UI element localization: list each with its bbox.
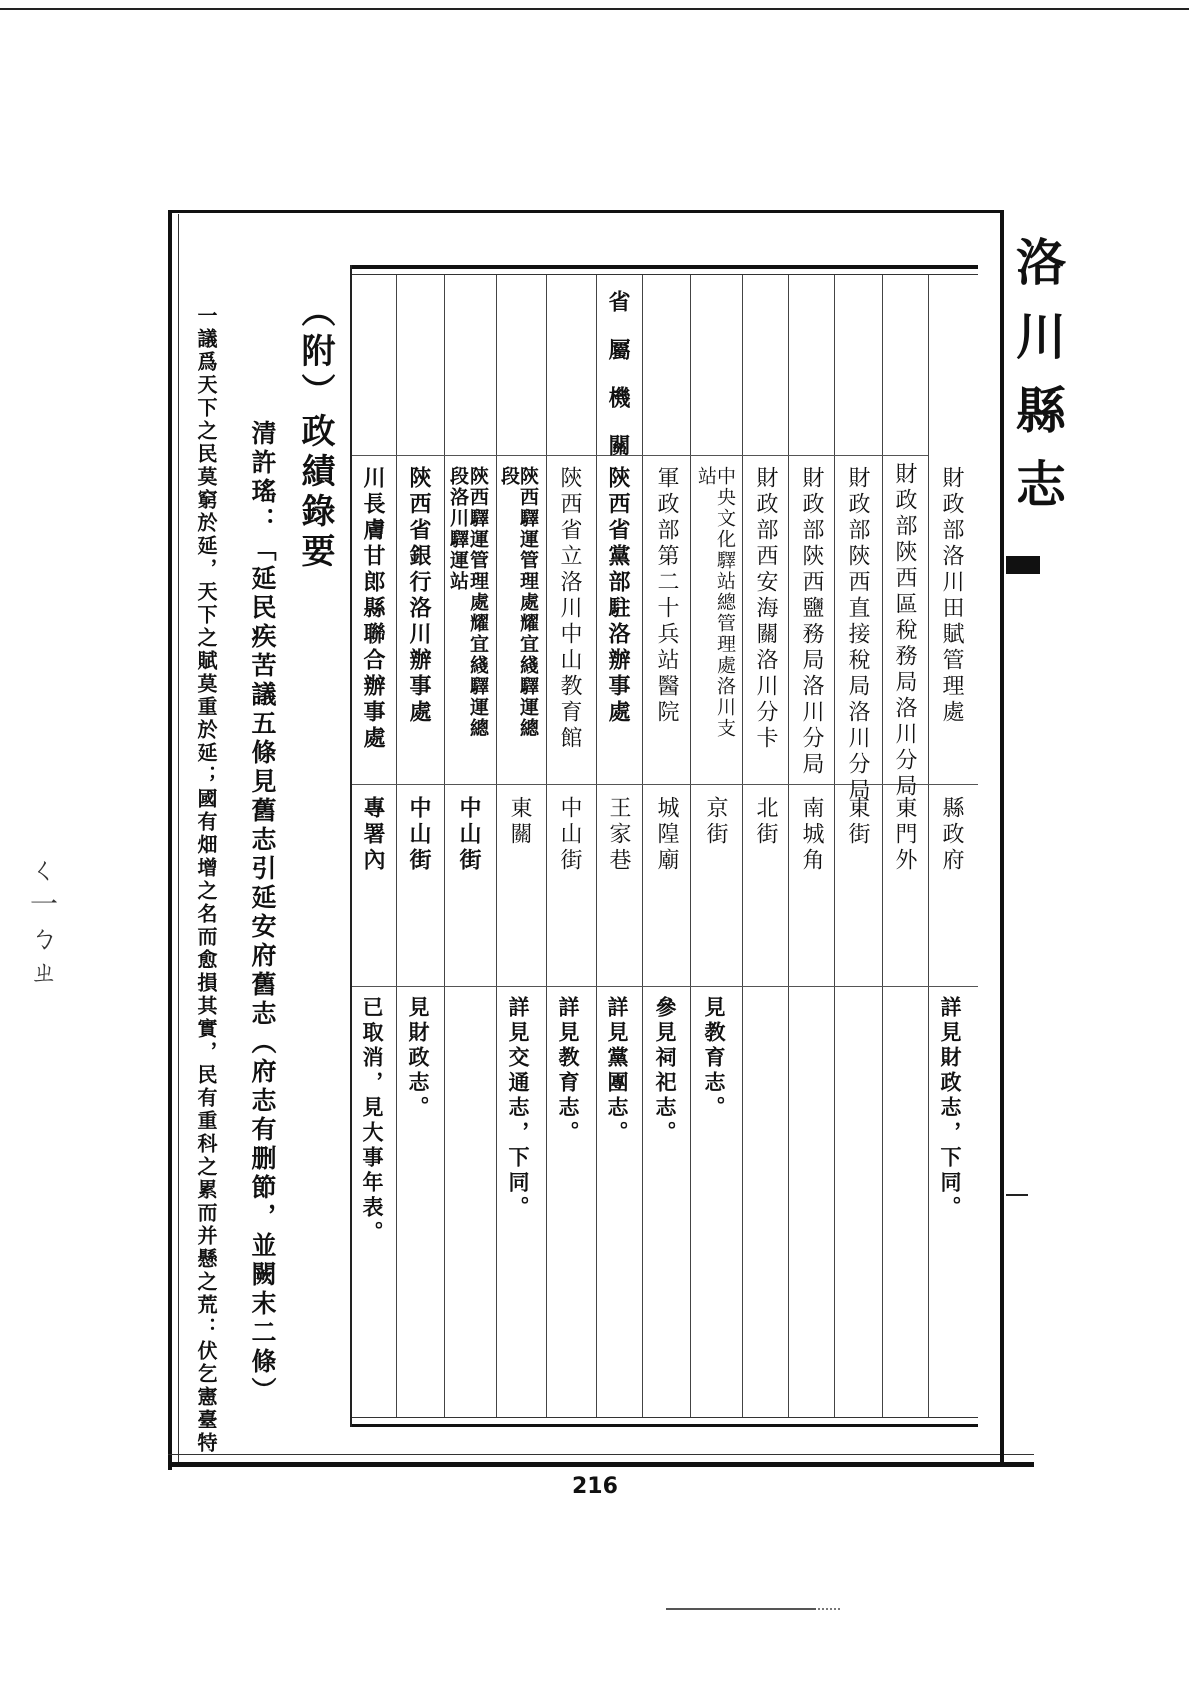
gazetteer-title: 洛川縣志 — [1008, 236, 1067, 532]
row-name: 陝西驛運管理處耀宜綫驛運總 — [517, 466, 539, 739]
row-note: 詳見黨團志。 — [605, 996, 630, 1146]
section-author-line: 清許瑤：「延民疾苦議五條見舊志引延安府舊志（府志有删節，並闕末二條） — [248, 420, 277, 1406]
fishtail-mark — [1006, 556, 1040, 574]
row-name: 財政部洛川田賦管理處 — [939, 466, 964, 726]
row-location: 中山街 — [456, 796, 482, 874]
row-location: 東關 — [507, 796, 532, 848]
row-name-continued: 站 — [695, 466, 717, 487]
row-name: 陝西省立洛川中山教育館 — [557, 466, 582, 752]
row-note: 見教育志。 — [702, 996, 727, 1121]
table-row-divider — [444, 275, 445, 1417]
row-name: 財政部陝西直接稅局洛川分局 — [845, 466, 870, 804]
table-row-divider — [882, 275, 883, 1417]
row-location: 東街 — [845, 796, 870, 848]
footer-line — [666, 1608, 816, 1610]
row-name: 陝西驛運管理處耀宜綫驛運總 — [467, 466, 489, 739]
category-label: 省屬機關 — [605, 290, 631, 482]
frame-top-border — [168, 210, 1000, 213]
row-location: 中山街 — [406, 796, 432, 874]
row-name-continued: 段洛川驛運站 — [447, 466, 469, 592]
row-name-continued: 段 — [498, 466, 520, 487]
table-row-divider — [642, 275, 643, 1417]
row-name: 中央文化驛站總管理處洛川支 — [714, 466, 736, 739]
footer-dots — [818, 1608, 840, 1612]
frame-left-border — [168, 210, 172, 1470]
row-note: 詳見財政志，下同。 — [938, 996, 963, 1221]
row-location: 東門外 — [892, 796, 917, 874]
row-name: 財政部陝西區稅務局洛川分局 — [892, 462, 917, 800]
table-row-divider — [546, 275, 547, 1417]
table-header-rule — [352, 455, 928, 456]
row-name: 軍政部第二十兵站醫院 — [654, 466, 679, 726]
frame-right-border — [1000, 210, 1004, 1466]
table-left-border — [350, 265, 352, 1427]
row-location: 中山街 — [557, 796, 582, 874]
row-location: 專署內 — [360, 796, 386, 874]
table-bottom-inner-border — [350, 1417, 978, 1418]
section-body: 一議爲天下之民莫窮於延，天下之賦莫重於延；國有畑增之名而愈損其實，民有重科之累而并懸之荒：伏乞憲臺特 — [194, 305, 218, 1455]
row-location: 京街 — [703, 796, 728, 848]
row-name: 財政部西安海關洛川分卡 — [753, 466, 778, 752]
table-row-divider — [596, 275, 597, 1417]
table-row-divider — [496, 275, 497, 1417]
row-note: 參見祠祀志。 — [653, 996, 678, 1146]
table-column-rule — [352, 784, 978, 785]
row-name: 陝西省黨部駐洛辦事處 — [605, 466, 631, 726]
row-location: 北街 — [753, 796, 778, 848]
frame-bottom-inner-border — [168, 1454, 1034, 1455]
table-row-divider — [928, 275, 929, 1417]
row-name: 財政部陝西鹽務局洛川分局 — [799, 466, 824, 778]
row-note: 詳見教育志。 — [556, 996, 581, 1146]
row-note: 已取消，見大事年表。 — [360, 996, 385, 1246]
table-column-rule — [352, 986, 978, 987]
frame-left-inner-border — [178, 214, 179, 1466]
row-note: 詳見交通志，下同。 — [506, 996, 531, 1221]
row-note: 見財政志。 — [406, 996, 431, 1121]
row-location: 城隍廟 — [654, 796, 679, 874]
table-bottom-border — [350, 1424, 978, 1427]
table-row-divider — [834, 275, 835, 1417]
row-name: 陝西省銀行洛川辦事處 — [406, 466, 432, 726]
row-location: 南城角 — [799, 796, 824, 874]
section-title: （附）政績錄要 — [295, 293, 335, 573]
row-name: 川長膚甘郎縣聯合辦事處 — [360, 466, 386, 752]
table-row-divider — [742, 275, 743, 1417]
table-row-divider — [396, 275, 397, 1417]
row-location: 王家巷 — [606, 796, 631, 874]
margin-note: ㄑ一ㄅㄓ — [26, 855, 59, 991]
frame-bottom-border — [168, 1462, 1034, 1467]
top-border-line — [0, 8, 1189, 10]
table-top-border — [350, 265, 978, 269]
banner-tick-mark — [1006, 1194, 1028, 1196]
table-row-divider — [690, 275, 691, 1417]
page-number: 216 — [572, 1474, 618, 1499]
row-location: 縣政府 — [939, 796, 964, 874]
table-row-divider — [788, 275, 789, 1417]
